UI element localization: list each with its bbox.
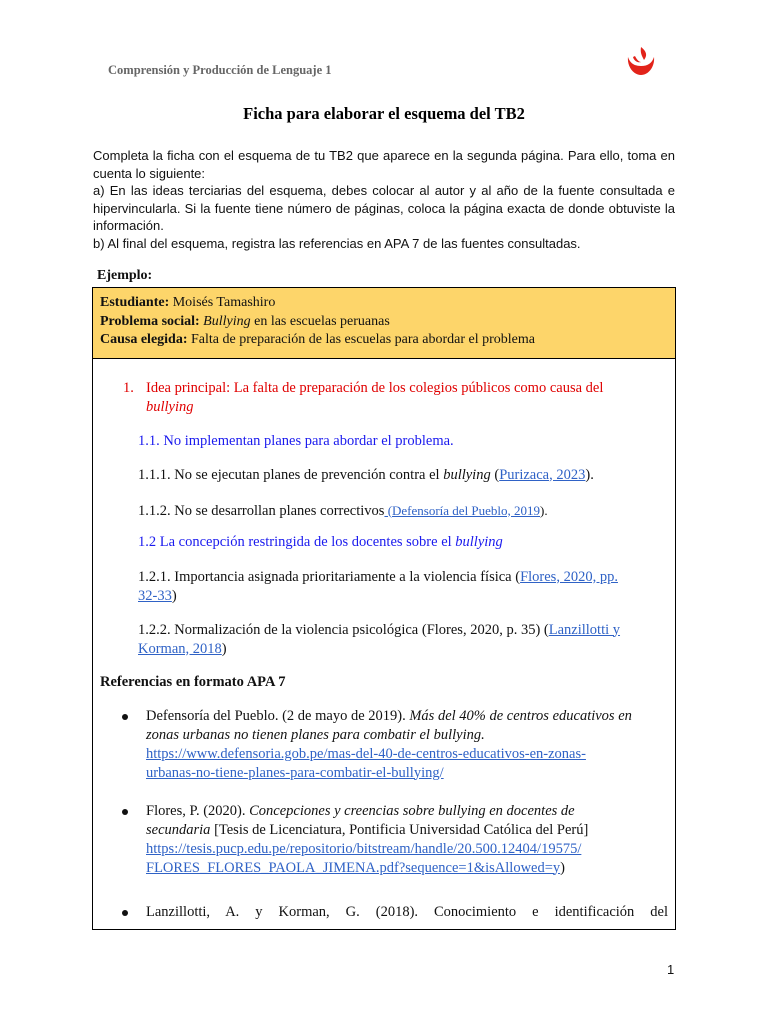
tertiary-idea-1-2-1: 1.2.1. Importancia asignada prioritariamente a la violencia física (Flores, 2020, pp. 32-33) xyxy=(138,568,618,604)
instructions xyxy=(93,147,675,253)
citation-link-purizaca[interactable]: Purizaca, 2023 xyxy=(499,466,586,483)
student-line: Estudiante: Moisés Tamashiro xyxy=(100,295,276,310)
problem-line: Problema social: Bullying en las escuelas peruanas xyxy=(100,313,390,329)
secondary-idea-1: 1.1. No implementan planes para abordar el problema. xyxy=(138,432,454,449)
citation-link-flores[interactable]: Flores, 2020, pp. 32-33 xyxy=(138,568,618,604)
instructions-item-a: a) En las ideas terciarias del esquema, debes colocar al autor y al año de la fuente consultada e hipervincularla. Si la fuente tiene número de páginas, coloca la página exacta de donde obtuviste la información. xyxy=(93,183,675,234)
reference-item: Lanzillotti, A. y Korman, G. (2018). Conocimiento e identificación del xyxy=(146,903,668,920)
page-number: 1 xyxy=(667,962,675,977)
citation-link-defensoria[interactable]: (Defensoría del Pueblo, 2019 xyxy=(384,502,541,518)
reference-link-defensoria[interactable]: https://www.defensoria.gob.pe/mas-del-40-de-centros-educativos-en-zonas- urbanas-no-tiene-planes-para-combatir-el-bullying/ xyxy=(146,745,586,781)
bullet-icon xyxy=(122,809,128,815)
page-title: Ficha para elaborar el esquema del TB2 xyxy=(243,104,525,123)
university-logo-icon xyxy=(624,44,658,78)
citation-link-lanzillotti[interactable]: Lanzillotti y Korman, 2018 xyxy=(138,621,621,657)
reference-link-flores[interactable]: https://tesis.pucp.edu.pe/repositorio/bitstream/handle/20.500.12404/19575/ FLORES_FLORES_PAOLA_JIMENA.pdf?sequence=1&isAllowed=y xyxy=(146,840,582,876)
bullet-icon xyxy=(122,714,128,720)
tertiary-idea-1-1-2: 1.1.2. No se desarrollan planes correctivos (Defensoría del Pueblo, 2019). xyxy=(138,502,548,519)
reference-item: Defensoría del Pueblo. (2 de mayo de 2019). Más del 40% de centros educativos en zonas urbanas no tienen planes para combatir el bullying. https://www.defensoria.gob.pe/mas-del-40-de-centros-educativos-en-zonas- urbanas-no-tiene-planes-para-combatir-el-bullying/ xyxy=(146,707,632,781)
main-idea: Idea principal: La falta de preparación de los colegios públicos como causa del bullying xyxy=(146,379,604,415)
instructions-item-b: b) Al final del esquema, registra las referencias en APA 7 de las fuentes consultadas. xyxy=(93,235,581,251)
course-header: Comprensión y Producción de Lenguaje 1 xyxy=(108,63,332,77)
example-label: Ejemplo: xyxy=(97,268,153,283)
secondary-idea-2: 1.2 La concepción restringida de los docentes sobre el bullying xyxy=(138,533,503,550)
tertiary-idea-1-2-2: 1.2.2. Normalización de la violencia psicológica (Flores, 2020, p. 35) (Lanzillotti y Korman, 2018) xyxy=(138,621,621,657)
tertiary-idea-1-1-1: 1.1.1. No se ejecutan planes de prevención contra el bullying (Purizaca, 2023). xyxy=(138,466,594,483)
cause-line: Causa elegida: Falta de preparación de las escuelas para abordar el problema xyxy=(100,332,535,347)
main-idea-number: 1. xyxy=(123,379,134,396)
references-heading: Referencias en formato APA 7 xyxy=(100,673,286,690)
bullet-icon xyxy=(122,910,128,916)
example-box xyxy=(92,287,676,930)
reference-item: Flores, P. (2020). Concepciones y creencias sobre bullying en docentes de secundaria [Tesis de Licenciatura, Pontificia Universidad Católica del Perú] https://tesis.pucp.edu.pe/repositorio/bitstream/handle/20.500.12404/19575/ FLORES_FLORES_PAOLA_JIMENA.pdf?sequence=1&isAllowed=y) xyxy=(146,802,589,876)
example-header xyxy=(93,288,675,359)
instructions-paragraph-1: Completa la ficha con el esquema de tu TB2 que aparece en la segunda página. Para ello, toma en cuenta lo siguiente: xyxy=(93,148,675,181)
